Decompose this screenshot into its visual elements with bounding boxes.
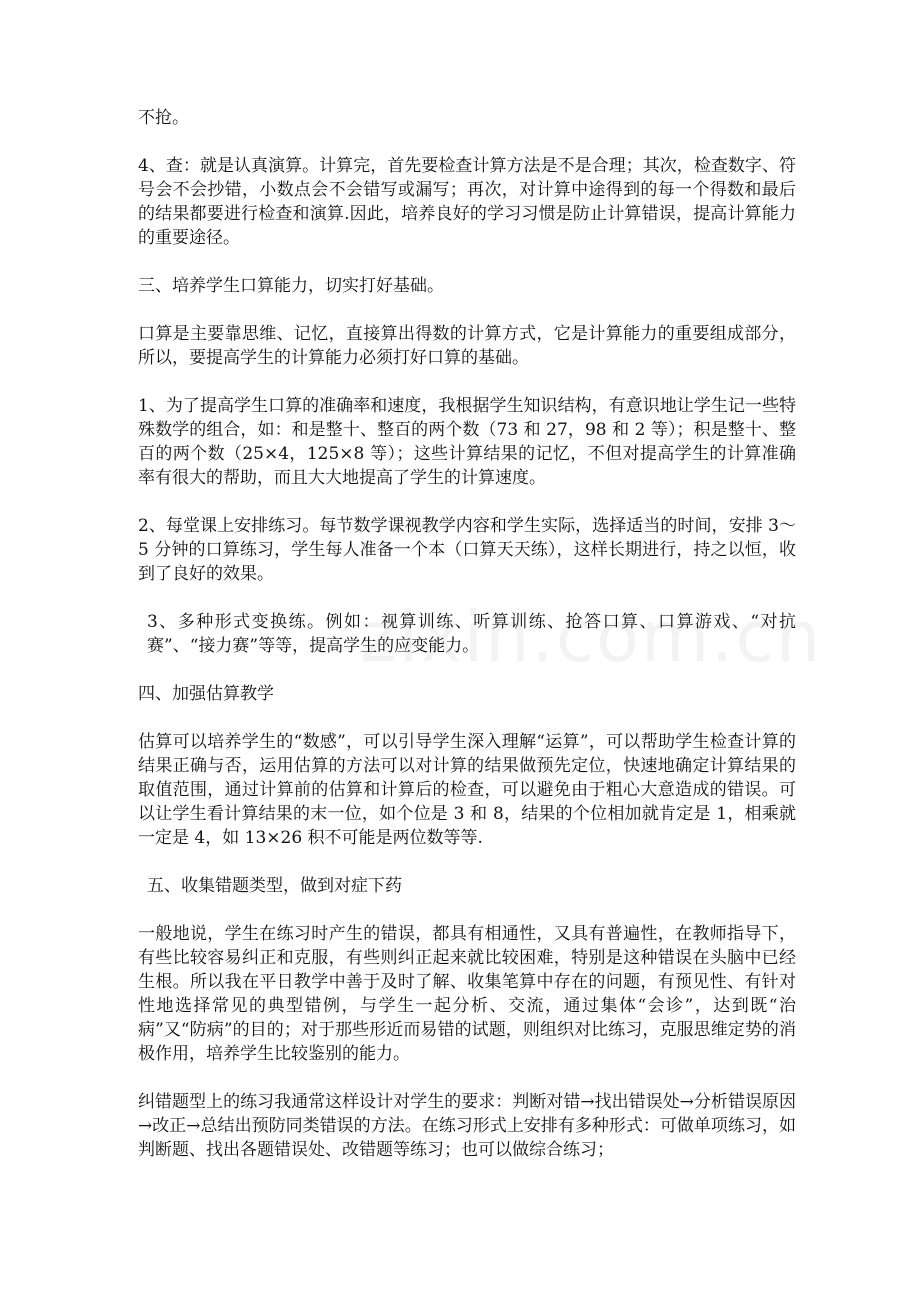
paragraph-error-practice: 纠错题型上的练习我通常这样设计对学生的要求：判断对错→找出错误处→分析错误原因→改正→总结出预防同类错误的方法。在练习形式上安排有多种形式：可做单项练习，如判断题、找出各题错误处、改错题等练习；也可以做综合练习； [138,1092,796,1160]
paragraph-oral-item-1: 1、为了提高学生口算的准确率和速度，我根据学生知识结构，有意识地让学生记一些特殊数学的组合，如：和是整十、整百的两个数（73 和 27，98 和 2 等）；积是整十、整百的两个数（25×4，125×8 等）；这些计算结果的记忆，不但对提高学生的计算准确率有很大的帮助，而且大大地提高了学生的计算速度。 [138,396,796,488]
section-heading-oral-calculation: 三、培养学生口算能力，切实打好基础。 [138,276,444,296]
paragraph-continuation: 不抢。 [138,108,189,128]
paragraph-oral-calculation-intro: 口算是主要靠思维、记忆，直接算出得数的计算方式，它是计算能力的重要组成部分，所以，要提高学生的计算能力必须打好口算的基础。 [138,324,796,368]
section-heading-estimation: 四、加强估算教学 [138,684,274,704]
document-page [138,106,796,1186]
paragraph-check-step: 4、查：就是认真演算。计算完，首先要检查计算方法是不是合理；其次，检查数字、符号会不会抄错，小数点会不会错写或漏写；再次，对计算中途得到的每一个得数和最后的结果都要进行检查和演算.因此，培养良好的学习习惯是防止计算错误，提高计算能力的重要途径。 [138,156,796,248]
section-heading-error-collection: 五、收集错题类型，做到对症下药 [147,876,402,896]
paragraph-oral-item-3: 3、多种形式变换练。例如：视算训练、听算训练、抢答口算、口算游戏、“对抗赛”、“接力赛”等等，提高学生的应变能力。 [147,612,796,656]
paragraph-error-collection: 一般地说，学生在练习时产生的错误，都具有相通性，又具有普遍性，在教师指导下，有些比较容易纠正和克服，有些则纠正起来就比较困难，特别是这种错误在头脑中已经生根。所以我在平日教学中善于及时了解、收集笔算中存在的问题，有预见性、有针对性地选择常见的典型错例，与学生一起分析、交流，通过集体“会诊”，达到既“治病”又“防病”的目的；对于那些形近而易错的试题，则组织对比练习，克服思维定势的消极作用，培养学生比较鉴别的能力。 [138,924,796,1064]
paragraph-estimation: 估算可以培养学生的“数感”，可以引导学生深入理解“运算”，可以帮助学生检查计算的结果正确与否，运用估算的方法可以对计算的结果做预先定位，快速地确定计算结果的取值范围，通过计算前的估算和计算后的检查，可以避免由于粗心大意造成的错误。可以让学生看计算结果的末一位，如个位是 3 和 8，结果的个位相加就肯定是 1，相乘就一定是 4，如 13×26 积不可能是两位数等等. [138,732,796,848]
paragraph-oral-item-2: 2、每堂课上安排练习。每节数学课视教学内容和学生实际，选择适当的时间，安排 3～5 分钟的口算练习，学生每人准备一个本（口算天天练），这样长期进行，持之以恒，收到了良好的效果。 [138,516,796,584]
